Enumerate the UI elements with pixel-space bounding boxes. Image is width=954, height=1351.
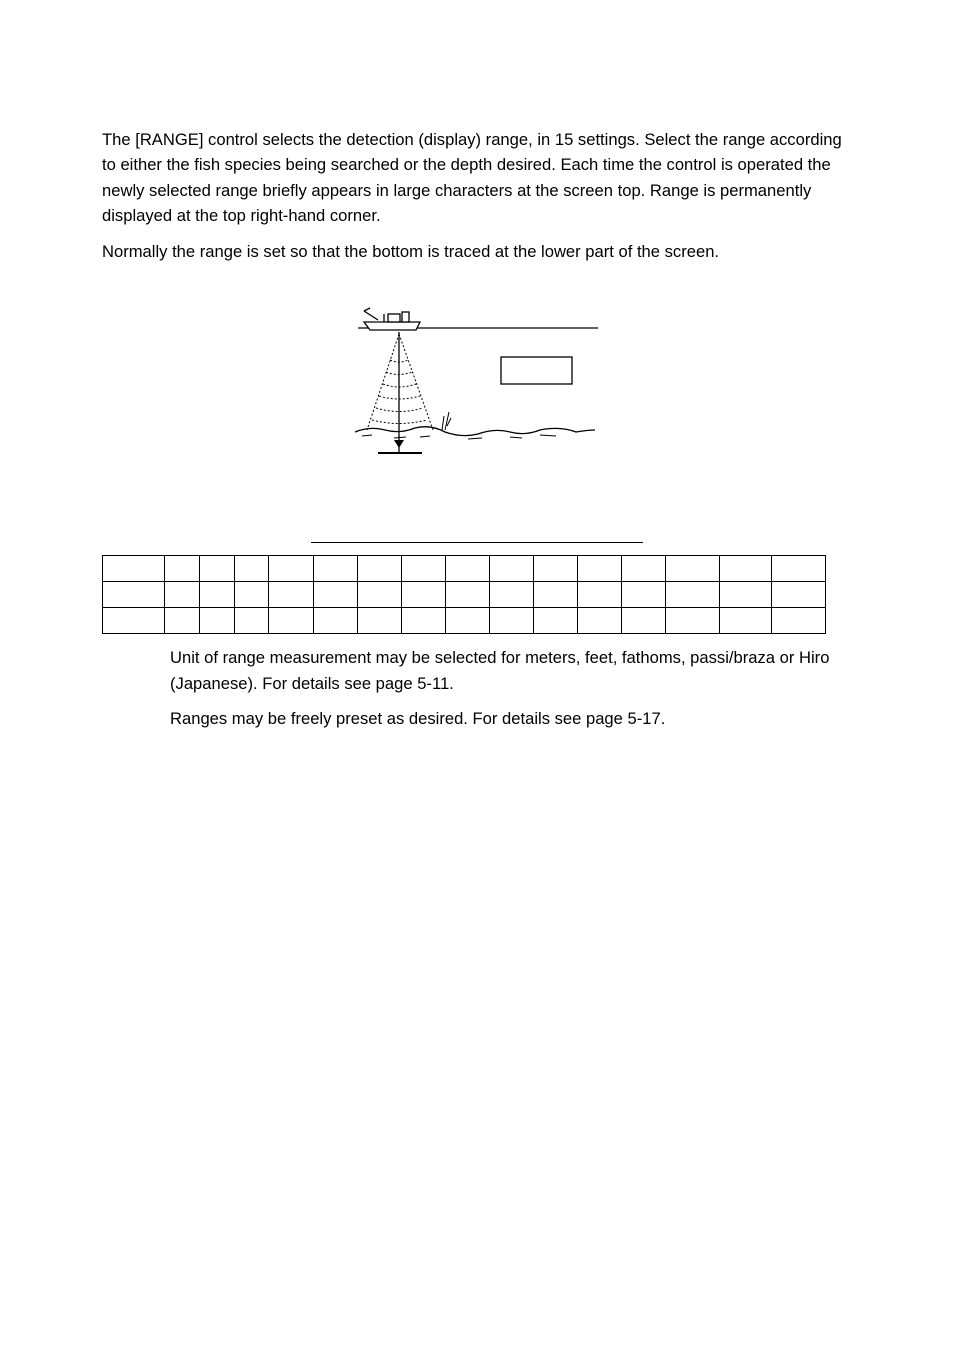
table-cell (720, 582, 772, 608)
table-cell (578, 582, 622, 608)
sea-bottom-line (355, 427, 595, 436)
table-cell (446, 556, 490, 582)
table-cell (772, 582, 826, 608)
preset-note: Ranges may be freely preset as desired. For details see page 5-17. (170, 709, 666, 728)
table-cell (200, 608, 235, 634)
table-cell (446, 582, 490, 608)
table-cell (666, 582, 720, 608)
depth-arrow-head (394, 440, 404, 448)
table-cell (200, 556, 235, 582)
table-cell (622, 608, 666, 634)
table-cell (622, 582, 666, 608)
table-cell (534, 556, 578, 582)
table-cell (720, 556, 772, 582)
table-cell (358, 556, 402, 582)
boat-sonar-beam-illustration (350, 298, 602, 458)
table-cell (235, 608, 269, 634)
table-cell (666, 608, 720, 634)
table-cell (269, 582, 314, 608)
table-cell (165, 556, 200, 582)
table-cell (772, 608, 826, 634)
table-cell (235, 556, 269, 582)
table-row (103, 582, 826, 608)
sonar-beam (367, 334, 433, 430)
table-cell (772, 556, 826, 582)
table-cell (269, 556, 314, 582)
seaweed-icon (442, 412, 451, 430)
table-cell (402, 582, 446, 608)
table-cell (578, 608, 622, 634)
table-cell (666, 556, 720, 582)
table-cell (358, 582, 402, 608)
table-cell (534, 608, 578, 634)
table-cell (165, 582, 200, 608)
table-cell (446, 608, 490, 634)
intro-paragraph: The [RANGE] control selects the detection (display) range, in 15 settings. Select the range according to either the fish species being searched or the depth desired. Each time the control is operated the newly selected range briefly appears in large characters at the screen top. Range is permanently displayed at the top right-hand corner. (102, 130, 842, 225)
table-cell (578, 556, 622, 582)
table-cell (200, 582, 235, 608)
table-cell (103, 556, 165, 582)
table-cell (622, 556, 666, 582)
table-cell (103, 608, 165, 634)
table-cell (314, 556, 358, 582)
table-cell (402, 556, 446, 582)
table-cell (490, 582, 534, 608)
range-table (102, 555, 826, 634)
table-cell (490, 608, 534, 634)
boat-icon (364, 308, 420, 330)
table-cell (269, 608, 314, 634)
table-cell (314, 608, 358, 634)
table-cell (235, 582, 269, 608)
table-cell (402, 608, 446, 634)
range-setting-paragraph: Normally the range is set so that the bottom is traced at the lower part of the screen. (102, 242, 720, 261)
table-cell (490, 556, 534, 582)
table-row (103, 608, 826, 634)
range-label-box (501, 357, 572, 384)
table-cell (314, 582, 358, 608)
table-row (103, 556, 826, 582)
table-cell (165, 608, 200, 634)
unit-note: Unit of range measurement may be selected for meters, feet, fathoms, passi/braza or Hiro (Japanese). For details see page 5-11. (170, 648, 830, 693)
table-cell (358, 608, 402, 634)
table-cell (720, 608, 772, 634)
table-title-rule (311, 542, 643, 543)
table-cell (534, 582, 578, 608)
table-cell (103, 582, 165, 608)
